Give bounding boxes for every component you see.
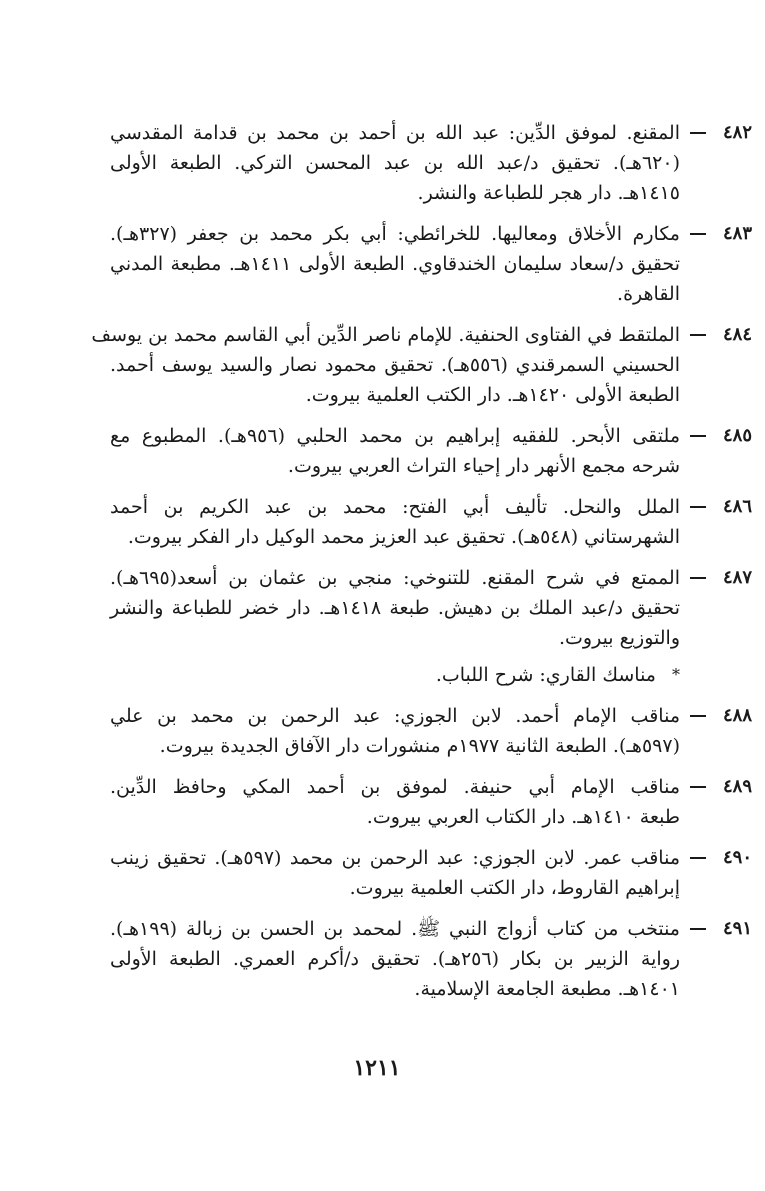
entry-dash	[690, 132, 706, 134]
entry-dash	[690, 435, 706, 437]
entry-dash	[690, 334, 706, 336]
bibliography-entry	[110, 914, 752, 1004]
entry-line: مناقب عمر. لابن الجوزي: عبد الرحمن بن محمد (٥٩٧هـ). تحقيق زينب	[110, 847, 680, 869]
entry-number: ٤٨٥	[722, 425, 752, 446]
entry-number: ٤٩١	[722, 918, 752, 939]
entry-line: الحسيني السمرقندي (٥٥٦هـ). تحقيق محمود نصار والسيد يوسف أحمد.	[110, 354, 680, 376]
entry-line: إبراهيم القاروط، دار الكتب العلمية بيروت.	[349, 877, 680, 899]
entry-dash	[690, 577, 706, 579]
entry-number: ٤٨٢	[722, 122, 752, 143]
entry-line: مكارم الأخلاق ومعاليها. للخرائطي: أبي بكر محمد بن جعفر (٣٢٧هـ).	[110, 223, 680, 245]
entry-number: ٤٨٧	[722, 567, 752, 588]
entry-line: المقنع. لموفق الدِّين: عبد الله بن أحمد بن محمد بن قدامة المقدسي	[110, 122, 680, 144]
cross-reference	[110, 660, 680, 690]
entry-line: ١٤٠١هـ. مطبعة الجامعة الإسلامية.	[414, 978, 680, 1000]
bibliography-entry	[110, 118, 752, 208]
page-number: ١٢١١	[353, 1055, 401, 1081]
entry-line: رواية الزبير بن بكار (٢٥٦هـ). تحقيق د/أكرم العمري. الطبعة الأولى	[110, 948, 680, 970]
entry-dash	[690, 786, 706, 788]
bibliography-entry	[110, 563, 752, 653]
cross-reference-text: مناسك القاري: شرح اللباب.	[435, 664, 656, 686]
bibliography-entry	[110, 219, 752, 309]
entry-line: الممتع في شرح المقنع. للتنوخي: منجي بن عثمان بن أسعد(٦٩٥هـ).	[110, 567, 680, 589]
entry-line: تحقيق د/عبد الملك بن دهيش. طبعة ١٤١٨هـ. دار خضر للطباعة والنشر	[110, 597, 680, 619]
entry-number: ٤٩٠	[722, 847, 752, 868]
entry-line: طبعة ١٤١٠هـ. دار الكتاب العربي بيروت.	[366, 806, 680, 828]
entry-line: مناقب الإمام أبي حنيفة. لموفق بن أحمد المكي وحافظ الدِّين.	[110, 776, 680, 798]
entry-line: ملتقى الأبحر. للفقيه إبراهيم بن محمد الحلبي (٩٥٦هـ). المطبوع مع	[110, 425, 680, 447]
bibliography-entry	[110, 772, 752, 832]
entry-line: (٥٩٧هـ). الطبعة الثانية ١٩٧٧م منشورات دار الآفاق الجديدة بيروت.	[159, 735, 680, 757]
entry-line: ١٤١٥هـ. دار هجر للطباعة والنشر.	[417, 182, 680, 204]
entry-line: الطبعة الأولى ١٤٢٠هـ. دار الكتب العلمية بيروت.	[305, 384, 680, 406]
entry-line: الملتقط في الفتاوى الحنفية. للإمام ناصر الدِّين أبي القاسم محمد بن يوسف	[91, 324, 680, 346]
entry-dash	[690, 506, 706, 508]
entry-line: الشهرستاني (٥٤٨هـ). تحقيق عبد العزيز محمد الوكيل دار الفكر بيروت.	[127, 526, 680, 548]
entry-number: ٤٨٦	[722, 496, 752, 517]
bibliography-entry	[91, 320, 752, 410]
entry-dash	[690, 715, 706, 717]
bibliography-entry	[110, 492, 752, 552]
entry-number: ٤٨٩	[722, 776, 752, 797]
entry-dash	[690, 928, 706, 930]
bibliography-entry	[110, 843, 752, 903]
entry-number: ٤٨٤	[722, 324, 752, 345]
entry-line: تحقيق د/سعاد سليمان الخندقاوي. الطبعة الأولى ١٤١١هـ. مطبعة المدني	[110, 253, 680, 275]
entry-number: ٤٨٨	[722, 705, 752, 726]
entry-line: الملل والنحل. تأليف أبي الفتح: محمد بن عبد الكريم بن أحمد	[110, 496, 680, 518]
entry-line: والتوزيع بيروت.	[558, 627, 680, 649]
entry-line: منتخب من كتاب أزواج النبي ﷺ. لمحمد بن الحسن بن زبالة (١٩٩هـ).	[110, 918, 680, 940]
bibliography-entry	[110, 421, 752, 481]
entry-line: شرحه مجمع الأنهر دار إحياء التراث العربي بيروت.	[287, 455, 680, 477]
entry-dash	[690, 233, 706, 235]
entry-line: القاهرة.	[617, 283, 680, 305]
entry-line: (٦٢٠هـ). تحقيق د/عبد الله بن عبد المحسن التركي. الطبعة الأولى	[110, 152, 680, 174]
bibliography-list	[91, 118, 752, 1015]
entry-line: مناقب الإمام أحمد. لابن الجوزي: عبد الرحمن بن محمد بن علي	[110, 705, 680, 727]
entry-number: ٤٨٣	[722, 223, 752, 244]
entry-dash	[690, 857, 706, 859]
bibliography-entry	[110, 701, 752, 761]
asterisk-icon: *	[672, 665, 680, 684]
